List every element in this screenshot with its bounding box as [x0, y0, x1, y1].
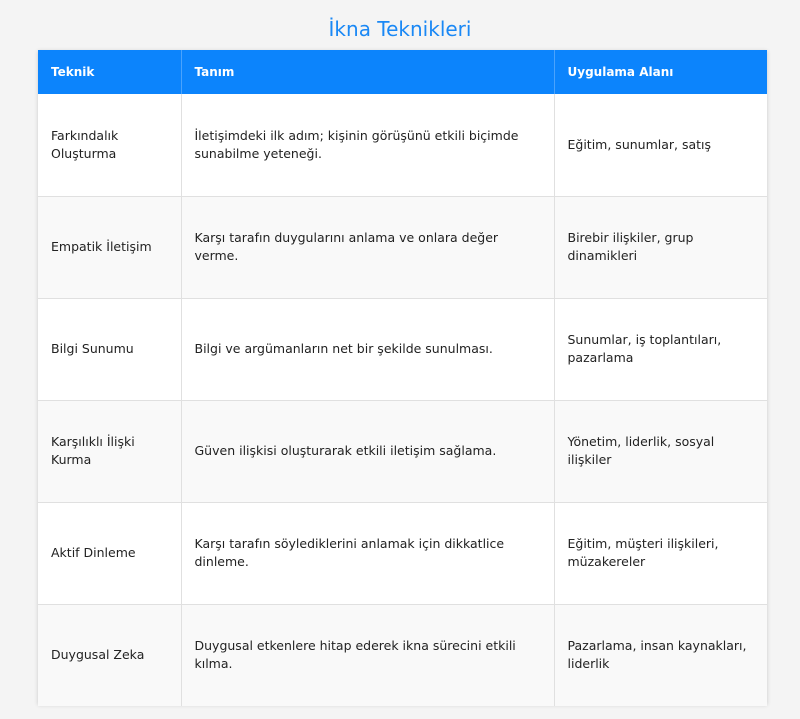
column-header-definition: Tanım: [181, 50, 554, 94]
table-row: [38, 196, 767, 298]
table-row: [38, 94, 767, 196]
cell-technique: Bilgi Sunumu: [38, 298, 181, 400]
cell-technique: Karşılıklı İlişki Kurma: [38, 400, 181, 502]
cell-definition: Güven ilişkisi oluşturarak etkili iletişim sağlama.: [181, 400, 554, 502]
cell-technique: Aktif Dinleme: [38, 502, 181, 604]
cell-definition: Karşı tarafın duygularını anlama ve onlara değer verme.: [181, 196, 554, 298]
cell-definition: İletişimdeki ilk adım; kişinin görüşünü etkili biçimde sunabilme yeteneği.: [181, 94, 554, 196]
table-header-row: [38, 50, 767, 94]
cell-application-area: Yönetim, liderlik, sosyal ilişkiler: [554, 400, 767, 502]
table-row: [38, 298, 767, 400]
page-title: İkna Teknikleri: [328, 17, 472, 41]
cell-technique: Empatik İletişim: [38, 196, 181, 298]
cell-application-area: Pazarlama, insan kaynakları, liderlik: [567, 638, 747, 672]
techniques-table-card: [38, 50, 767, 704]
table-row: [38, 502, 767, 604]
cell-application-area: Sunumlar, iş toplantıları, pazarlama: [554, 298, 767, 400]
cell-application-area: Birebir ilişkiler, grup dinamikleri: [554, 196, 767, 298]
column-header-technique: Teknik: [38, 50, 181, 94]
cell-definition: Karşı tarafın söylediklerini anlamak için dikkatlice dinleme.: [181, 502, 554, 604]
table-row: [38, 400, 767, 502]
cell-technique: Duygusal Zeka: [38, 604, 181, 706]
cell-definition: Duygusal etkenlere hitap ederek ikna sürecini etkili kılma.: [181, 604, 554, 706]
cell-definition: Bilgi ve argümanların net bir şekilde sunulması.: [181, 298, 554, 400]
table-body: [38, 94, 767, 706]
table-row: [38, 604, 767, 706]
cell-application-area: Eğitim, sunumlar, satış: [554, 94, 767, 196]
table-header: [38, 50, 767, 94]
techniques-table: [38, 50, 767, 706]
column-header-application-area: Uygulama Alanı: [567, 65, 674, 79]
cell-technique: Farkındalık Oluşturma: [38, 94, 181, 196]
cell-application-area: Eğitim, müşteri ilişkileri, müzakereler: [554, 502, 767, 604]
